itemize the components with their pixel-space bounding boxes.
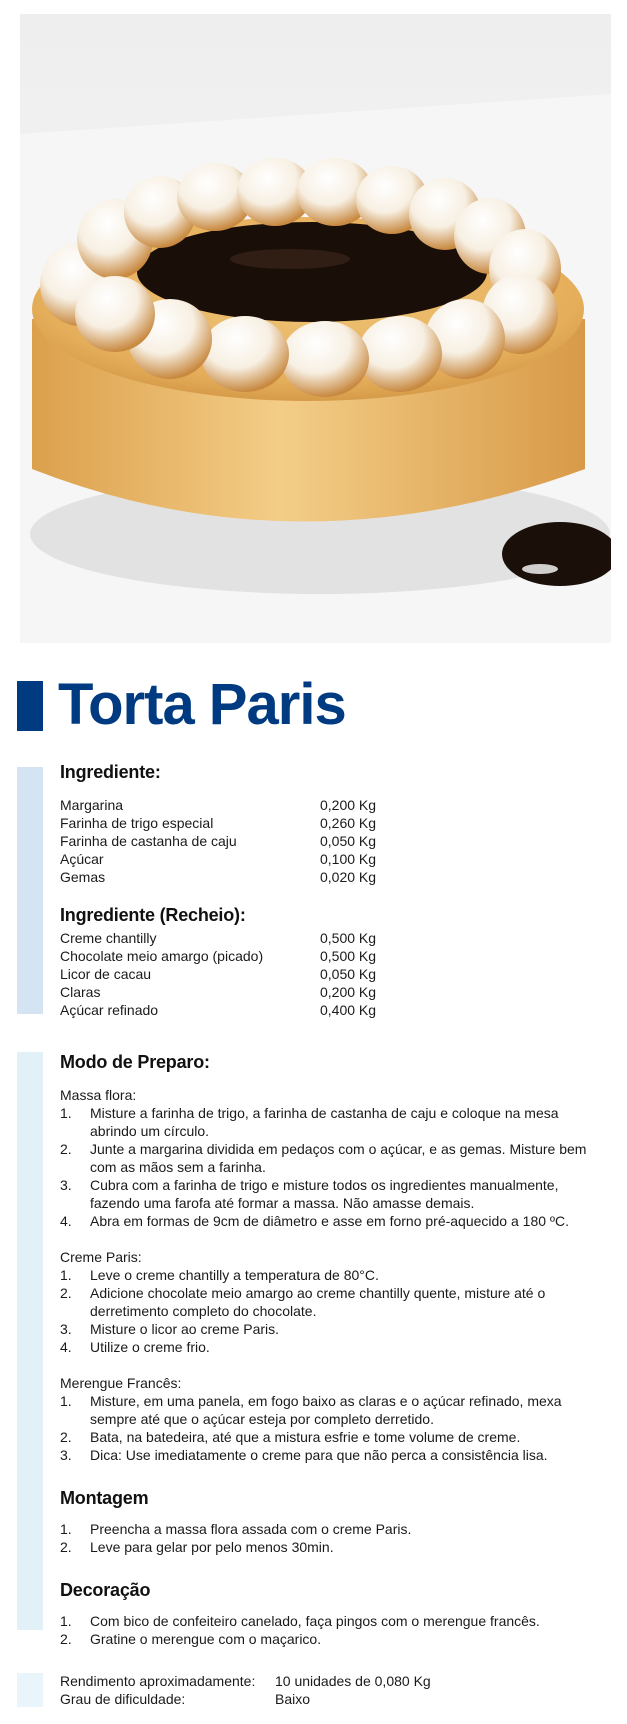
ingredient-row bbox=[60, 832, 440, 850]
prep-group-title: Massa flora: bbox=[60, 1087, 137, 1103]
ingredients-side-strip bbox=[17, 767, 43, 1014]
prep-steps-creme bbox=[60, 1266, 598, 1356]
step-text: Abra em formas de 9cm de diâmetro e asse em forno pré-aquecido a 180 ºC. bbox=[90, 1213, 570, 1229]
step-text: Misture, em uma panela, em fogo baixo as claras e o açúcar refinado, mexa sempre até que o açúcar esteja por completo derretido. bbox=[90, 1393, 562, 1427]
step-text: Com bico de confeiteiro canelado, faça pingos com o merengue francês. bbox=[90, 1613, 540, 1629]
filling-heading: Ingrediente (Recheio): bbox=[60, 905, 246, 925]
filling-name: Licor de cacau bbox=[60, 966, 152, 982]
step-number: 3. bbox=[60, 1447, 72, 1463]
step-text: Junte a margarina dividida em pedaços com o açúcar, e as gemas. Misture bem com as mãos sem a farinha. bbox=[90, 1141, 587, 1175]
step-item bbox=[60, 1428, 598, 1446]
ingredient-name: Açúcar bbox=[60, 851, 104, 867]
step-text: Leve para gelar por pelo menos 30min. bbox=[90, 1539, 334, 1555]
step-item bbox=[60, 1176, 598, 1212]
preparation-heading: Modo de Preparo: bbox=[60, 1052, 210, 1072]
prep-steps-massa bbox=[60, 1104, 598, 1230]
step-item bbox=[60, 1538, 598, 1556]
ingredient-qty: 0,260 Kg bbox=[320, 815, 377, 831]
preparation-side-strip bbox=[17, 1052, 43, 1630]
difficulty-label: Grau de dificuldade: bbox=[60, 1691, 186, 1707]
ingredient-row bbox=[60, 868, 440, 886]
filling-row bbox=[60, 1001, 440, 1019]
assembly-heading: Montagem bbox=[60, 1488, 149, 1508]
ingredient-qty: 0,100 Kg bbox=[320, 851, 377, 867]
assembly-steps bbox=[60, 1520, 598, 1556]
step-text: Gratine o merengue com o maçarico. bbox=[90, 1631, 322, 1647]
ingredient-qty: 0,020 Kg bbox=[320, 869, 377, 885]
step-item bbox=[60, 1338, 598, 1356]
filling-qty: 0,400 Kg bbox=[320, 1002, 377, 1018]
step-item bbox=[60, 1140, 598, 1176]
step-item bbox=[60, 1392, 598, 1428]
step-number: 4. bbox=[60, 1339, 72, 1355]
step-number: 2. bbox=[60, 1141, 72, 1157]
filling-name: Açúcar refinado bbox=[60, 1002, 159, 1018]
recipe-title: Torta Paris bbox=[58, 672, 346, 737]
filling-name: Chocolate meio amargo (picado) bbox=[60, 948, 264, 964]
step-item bbox=[60, 1446, 598, 1464]
yield-row bbox=[60, 1672, 431, 1690]
step-number: 1. bbox=[60, 1267, 72, 1283]
step-text: Misture o licor ao creme Paris. bbox=[90, 1321, 280, 1337]
step-text: Leve o creme chantilly a temperatura de 80°C. bbox=[90, 1267, 379, 1283]
footer-side-strip bbox=[17, 1673, 43, 1707]
step-item bbox=[60, 1630, 598, 1648]
step-number: 1. bbox=[60, 1613, 72, 1629]
ingredients-list bbox=[60, 796, 440, 886]
ingredient-row bbox=[60, 814, 440, 832]
step-item bbox=[60, 1266, 598, 1284]
decoration-heading: Decoração bbox=[60, 1580, 151, 1600]
difficulty-value: Baixo bbox=[275, 1691, 311, 1707]
difficulty-row bbox=[60, 1690, 431, 1708]
step-number: 1. bbox=[60, 1105, 72, 1121]
filling-qty: 0,500 Kg bbox=[320, 930, 377, 946]
prep-steps-merengue bbox=[60, 1392, 598, 1464]
step-number: 2. bbox=[60, 1285, 72, 1301]
prep-group-title: Creme Paris: bbox=[60, 1249, 142, 1265]
step-number: 2. bbox=[60, 1539, 72, 1555]
step-text: Misture a farinha de trigo, a farinha de castanha de caju e coloque na mesa abrindo um círculo. bbox=[90, 1105, 559, 1139]
ingredient-name: Farinha de trigo especial bbox=[60, 815, 214, 831]
ingredient-qty: 0,050 Kg bbox=[320, 833, 377, 849]
step-item bbox=[60, 1212, 598, 1230]
step-item bbox=[60, 1612, 598, 1630]
yield-value: 10 unidades de 0,080 Kg bbox=[275, 1673, 431, 1689]
ingredient-row bbox=[60, 850, 440, 868]
step-number: 3. bbox=[60, 1177, 72, 1193]
title-accent-bar bbox=[17, 681, 43, 731]
filling-row bbox=[60, 965, 440, 983]
filling-qty: 0,050 Kg bbox=[320, 966, 377, 982]
step-text: Preencha a massa flora assada com o creme Paris. bbox=[90, 1521, 412, 1537]
step-number: 2. bbox=[60, 1429, 72, 1445]
recipe-photo bbox=[20, 14, 611, 643]
step-item bbox=[60, 1320, 598, 1338]
filling-name: Creme chantilly bbox=[60, 930, 157, 946]
step-text: Utilize o creme frio. bbox=[90, 1339, 210, 1355]
ingredient-name: Margarina bbox=[60, 797, 124, 813]
preparation-section bbox=[60, 1050, 598, 1648]
step-number: 3. bbox=[60, 1321, 72, 1337]
prep-group-title: Merengue Francês: bbox=[60, 1375, 182, 1391]
decoration-steps bbox=[60, 1612, 598, 1648]
ingredient-qty: 0,200 Kg bbox=[320, 797, 377, 813]
ingredient-name: Farinha de castanha de caju bbox=[60, 833, 237, 849]
filling-row bbox=[60, 947, 440, 965]
step-text: Adicione chocolate meio amargo ao creme chantilly quente, misture até o derretimento completo do chocolate. bbox=[90, 1285, 546, 1319]
ingredient-row bbox=[60, 796, 440, 814]
step-number: 2. bbox=[60, 1631, 72, 1647]
step-number: 4. bbox=[60, 1213, 72, 1229]
step-number: 1. bbox=[60, 1393, 72, 1409]
ingredients-heading: Ingrediente: bbox=[60, 762, 161, 782]
step-number: 1. bbox=[60, 1521, 72, 1537]
step-item bbox=[60, 1520, 598, 1538]
ingredient-name: Gemas bbox=[60, 869, 106, 885]
recipe-footer bbox=[60, 1672, 431, 1708]
step-text: Bata, na batedeira, até que a mistura esfrie e tome volume de creme. bbox=[90, 1429, 521, 1445]
yield-label: Rendimento aproximadamente: bbox=[60, 1673, 256, 1689]
filling-row bbox=[60, 983, 440, 1001]
filling-name: Claras bbox=[60, 984, 101, 1000]
step-item bbox=[60, 1104, 598, 1140]
filling-qty: 0,200 Kg bbox=[320, 984, 377, 1000]
ingredients-section bbox=[60, 760, 440, 1019]
step-text: Cubra com a farinha de trigo e misture todos os ingredientes manualmente, fazendo uma farofa até formar a massa. Não amasse demais. bbox=[90, 1177, 559, 1211]
step-text: Dica: Use imediatamente o creme para que não perca a consistência lisa. bbox=[90, 1447, 548, 1463]
filling-row bbox=[60, 929, 440, 947]
filling-list bbox=[60, 929, 440, 1019]
filling-qty: 0,500 Kg bbox=[320, 948, 377, 964]
step-item bbox=[60, 1284, 598, 1320]
